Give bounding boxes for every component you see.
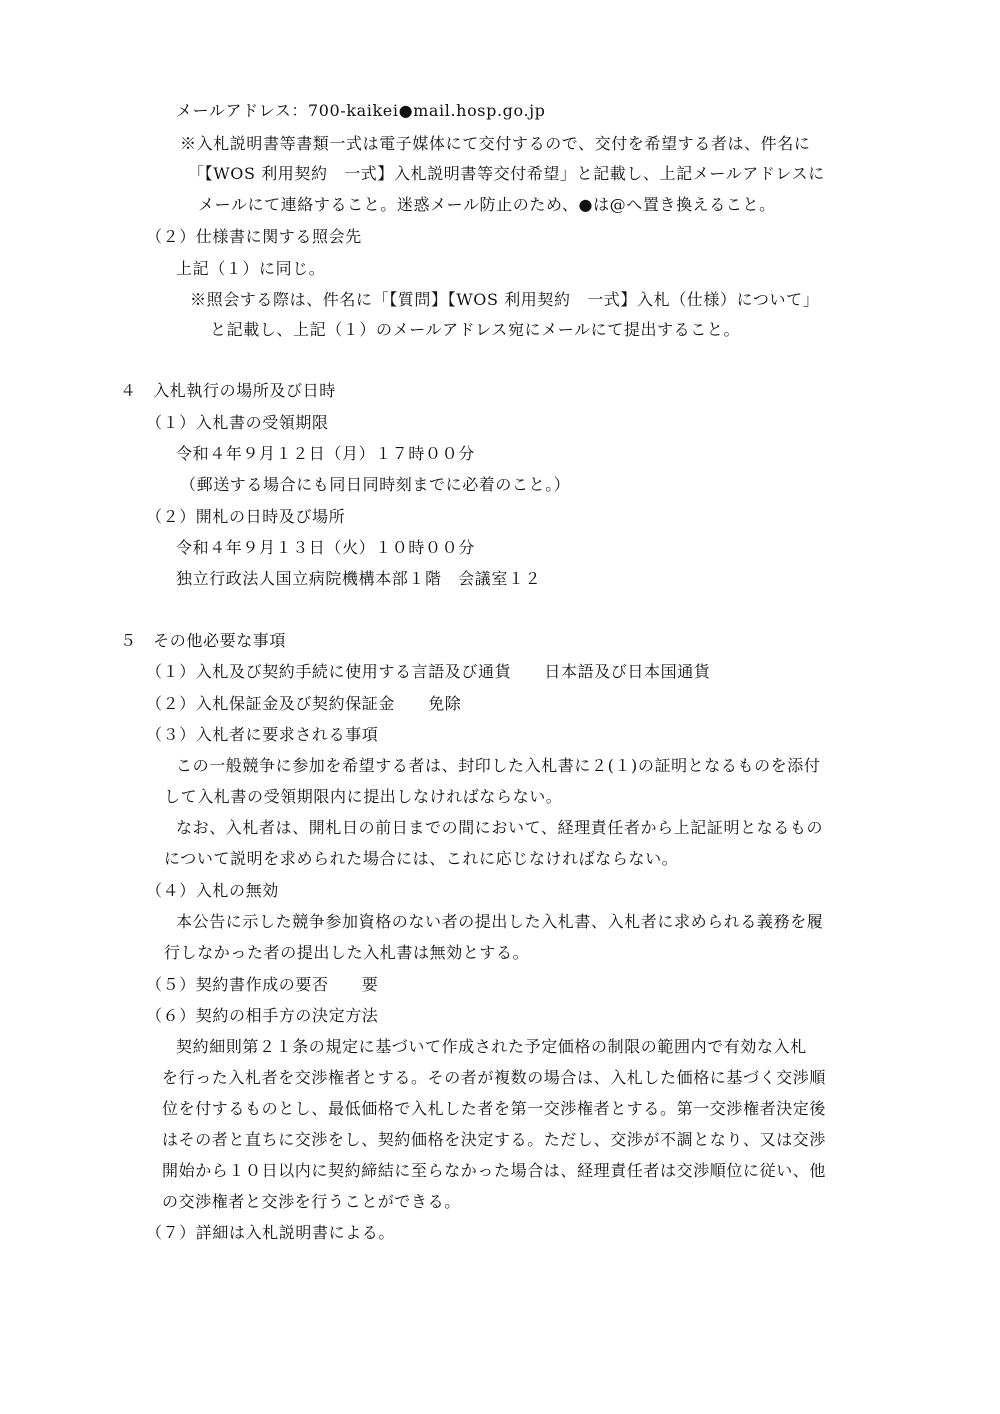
section-4-heading: ４ 入札執行の場所及び日時 <box>120 381 336 400</box>
section-5-7-details: （７）詳細は入札説明書による。 <box>146 1223 396 1242</box>
section-5-5-contract-document: （５）契約書作成の要否 要 <box>146 975 379 994</box>
note-distribution-line-2: 「【WOS 利用契約 一式】入札説明書等交付希望」と記載し、上記メールアドレスに <box>188 164 825 183</box>
section-3-2-heading: （２）仕様書に関する照会先 <box>146 227 362 246</box>
section-3-2-body: 上記（１）に同じ。 <box>176 259 326 278</box>
section-5-2-deposit: （２）入札保証金及び契約保証金 免除 <box>146 694 462 713</box>
email-address-line: メールアドレス：700-kaikei●mail.hosp.go.jp <box>176 101 546 120</box>
note-distribution-line-1: ※入札説明書等書類一式は電子媒体にて交付するので、交付を希望する者は、件名に <box>180 134 811 153</box>
section-5-6-body-line-1: 契約細則第２１条の規定に基づいて作成された予定価格の制限の範囲内で有効な入札 <box>176 1037 807 1056</box>
section-5-6-heading: （６）契約の相手方の決定方法 <box>146 1006 379 1025</box>
section-5-6-body-line-2: を行った入札者を交渉権者とする。その者が複数の場合は、入札した価格に基づく交渉順 <box>162 1068 827 1087</box>
section-5-heading: ５ その他必要な事項 <box>120 631 287 650</box>
note-inquiry-line-2: と記載し、上記（１）のメールアドレス宛にメールにて提出すること。 <box>210 320 741 339</box>
bid-deadline-datetime: 令和４年９月１２日（月）１７時００分 <box>176 444 475 463</box>
section-5-6-body-line-5: 開始から１０日以内に契約締結に至らなかった場合は、経理責任者は交渉順位に従い、他 <box>162 1161 827 1180</box>
section-5-3-para1-line-1: この一般競争に参加を希望する者は、封印した入札書に２(１)の証明となるものを添付 <box>176 756 821 775</box>
note-distribution-line-3: メールにて連絡すること。迷惑メール防止のため、●は@へ置き換えること。 <box>198 195 776 214</box>
section-4-2-heading: （２）開札の日時及び場所 <box>146 507 346 526</box>
section-5-3-para2-line-2: について説明を求められた場合には、これに応じなければならない。 <box>164 849 679 868</box>
section-5-3-para2-line-1: なお、入札者は、開札日の前日までの間において、経理責任者から上記証明となるもの <box>176 818 824 837</box>
section-5-6-body-line-3: 位を付するものとし、最低価格で入札した者を第一交渉権者とする。第一交渉権者決定後 <box>162 1099 827 1118</box>
section-5-4-body-line-1: 本公告に示した競争参加資格のない者の提出した入札書、入札者に求められる義務を履 <box>176 912 824 931</box>
opening-datetime: 令和４年９月１３日（火）１０時００分 <box>176 538 475 557</box>
section-5-4-body-line-2: 行しなかった者の提出した入札書は無効とする。 <box>164 943 530 962</box>
note-inquiry-line-1: ※照会する際は、件名に「【質問】【WOS 利用契約 一式】入札（仕様）について」 <box>190 290 820 309</box>
section-5-1-language-currency: （１）入札及び契約手続に使用する言語及び通貨 日本語及び日本国通貨 <box>146 662 711 681</box>
bid-deadline-mail-note: （郵送する場合にも同日同時刻までに必着のこと。） <box>180 475 571 494</box>
section-4-1-heading: （１）入札書の受領期限 <box>146 413 329 432</box>
section-5-3-heading: （３）入札者に要求される事項 <box>146 725 379 744</box>
section-5-6-body-line-4: はその者と直ちに交渉をし、契約価格を決定する。ただし、交渉が不調となり、又は交渉 <box>162 1130 827 1149</box>
section-5-3-para1-line-2: して入札書の受領期限内に提出しなければならない。 <box>164 787 563 806</box>
section-5-4-heading: （４）入札の無効 <box>146 881 279 900</box>
section-5-6-body-line-6: の交渉権者と交渉を行うことができる。 <box>162 1192 461 1211</box>
opening-place: 独立行政法人国立病院機構本部１階 会議室１２ <box>176 569 542 588</box>
